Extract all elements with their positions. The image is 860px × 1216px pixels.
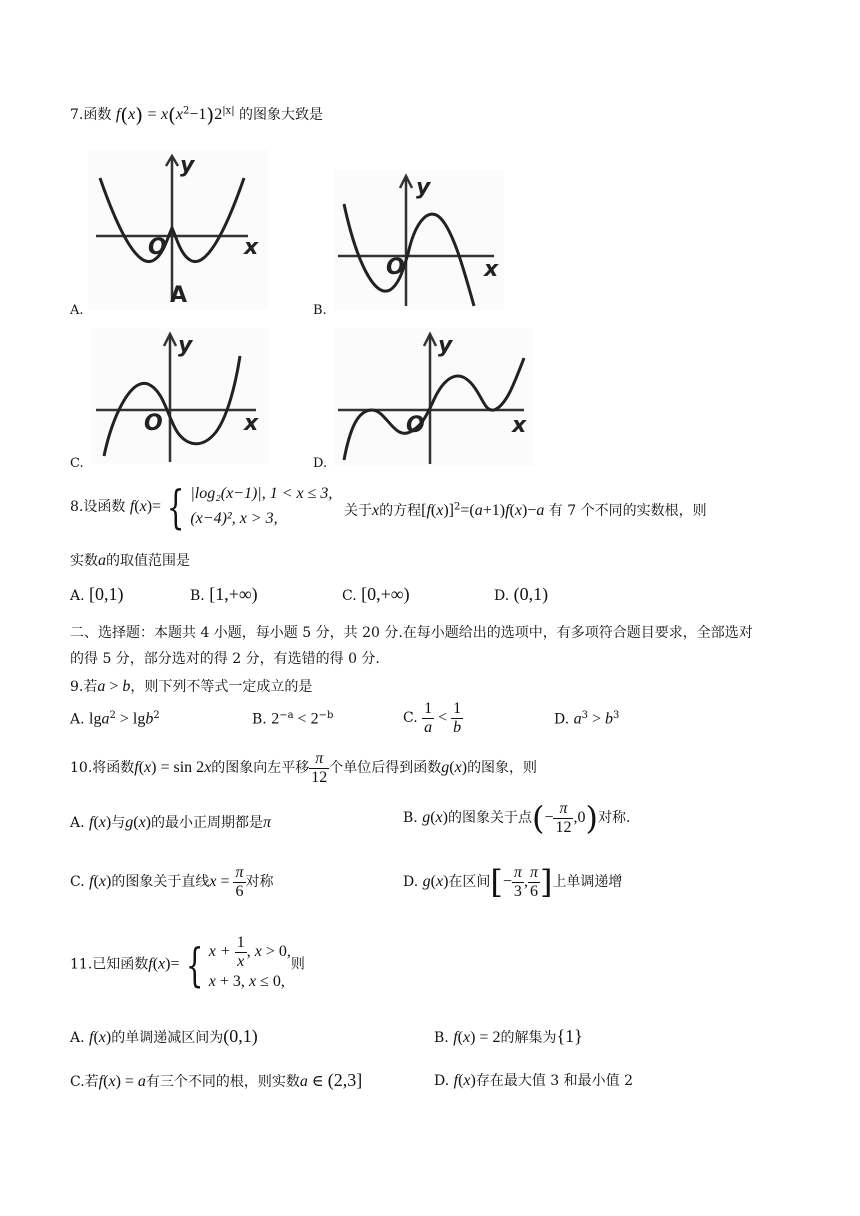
q7-option-a[interactable]: A. [70,303,84,318]
q10-option-d[interactable]: D. g(x)在区间[− $\frac{\pi}{3}$ , $\frac{\pi}{6}$ ]上单调递增 [403,863,623,902]
section2-instructions-line2: 的得 5 分，部分选对的得 2 分，有选错的得 0 分. [70,651,380,667]
q10-option-c[interactable]: C. f(x)的图象关于直线x = $\frac{\pi}{6}$ 对称 [70,864,274,900]
q8-piecewise: |log₂(x−1)|, 1 < x ≤ 3, (x−4)², x > 3, [190,485,333,527]
svg-text:O: O [406,413,425,438]
svg-text:y: y [416,175,431,200]
q11-option-d[interactable]: D. f(x)存在最大值 3 和最小值 2 [434,1072,634,1089]
graph-b [334,170,504,310]
svg-text:O: O [144,411,163,436]
q7-option-c[interactable]: C. [70,456,84,471]
q11-stem: 11.已知函数f(x)= { x + $\frac{1}{x}$ , x > 0, x + 3, x ≤ 0,则 [70,934,305,995]
q11-option-c[interactable]: C.若f(x) = a有三个不同的根，则实数a ∈ (2,3] [70,1070,363,1090]
svg-text:x: x [244,411,259,436]
svg-text:y: y [438,333,453,358]
q7-option-d[interactable]: D. [313,456,328,471]
svg-text:y: y [180,153,195,178]
q10-stem: 10.将函数f(x) = sin 2x的图象向左平移 $\frac{\pi}{12}$ 个单位后得到函数g(x)的图象，则 [70,750,538,786]
q8-stem-line2: 实数a的取值范围是 [70,552,190,569]
q8-option-c[interactable]: C. [0,+∞) [342,584,410,604]
graph-a [88,150,268,310]
section2-instructions-line1: 二、选择题：本题共 4 小题，每小题 5 分，共 20 分.在每小题给出的选项中，有多项符合题目要求，全部选对 [70,625,753,641]
svg-text:x: x [512,413,527,438]
q10-option-b[interactable]: B. g(x)的图象关于点(− $\frac{\pi}{12}$ ,0)对称. [403,799,631,838]
q9-stem: 9.若a > b，则下列不等式一定成立的是 [70,678,313,695]
svg-text:y: y [178,333,193,358]
q8-stem: 8.设函数 f(x)= { |log₂(x−1)|, 1 < x ≤ 3, (x−4)², x > 3, [70,479,333,534]
q9-option-d[interactable]: D. $a^3 > b^3$ [554,710,620,728]
q11-option-a[interactable]: A. f(x)的单调递减区间为(0,1) [70,1026,258,1046]
q10-option-a[interactable]: A. f(x)与g(x)的最小正周期都是π [70,814,272,831]
graph-c [90,328,270,464]
q7-option-b[interactable]: B. [313,303,327,318]
q11-piecewise: x + $\frac{1}{x}$ , x > 0, x + 3, x ≤ 0, [208,934,291,991]
q9-option-b[interactable]: B. $2^{-a} < 2^{-b}$ [252,710,334,728]
q7-stem: 7.函数 $f(x) = x(x^2-1)2^{|x|}$ 的图象大致是 [70,103,324,127]
q11-option-b[interactable]: B. f(x) = 2的解集为{1} [434,1026,583,1046]
q8-option-a[interactable]: A. [0,1) [70,584,124,604]
svg-text:O: O [386,255,405,280]
q8-option-b[interactable]: B. [1,+∞) [190,584,258,604]
q9-option-c[interactable]: C. $\frac{1}{a}$ < $\frac{1}{b}$ [403,700,462,736]
svg-text:x: x [484,257,499,282]
svg-text:O: O [148,235,167,260]
graph-d [334,328,534,466]
graph-a-caption: A [170,283,188,308]
svg-text:x: x [244,235,259,260]
q8-option-d[interactable]: D. (0,1) [494,584,549,604]
q9-option-a[interactable]: A. lga$^2$ > lgb$^2$ [70,710,160,728]
q8-stem-right: 关于x的方程$[f(x)]^2=(a+1)f(x)-a$ 有 7 个不同的实数根，则 [344,501,707,519]
